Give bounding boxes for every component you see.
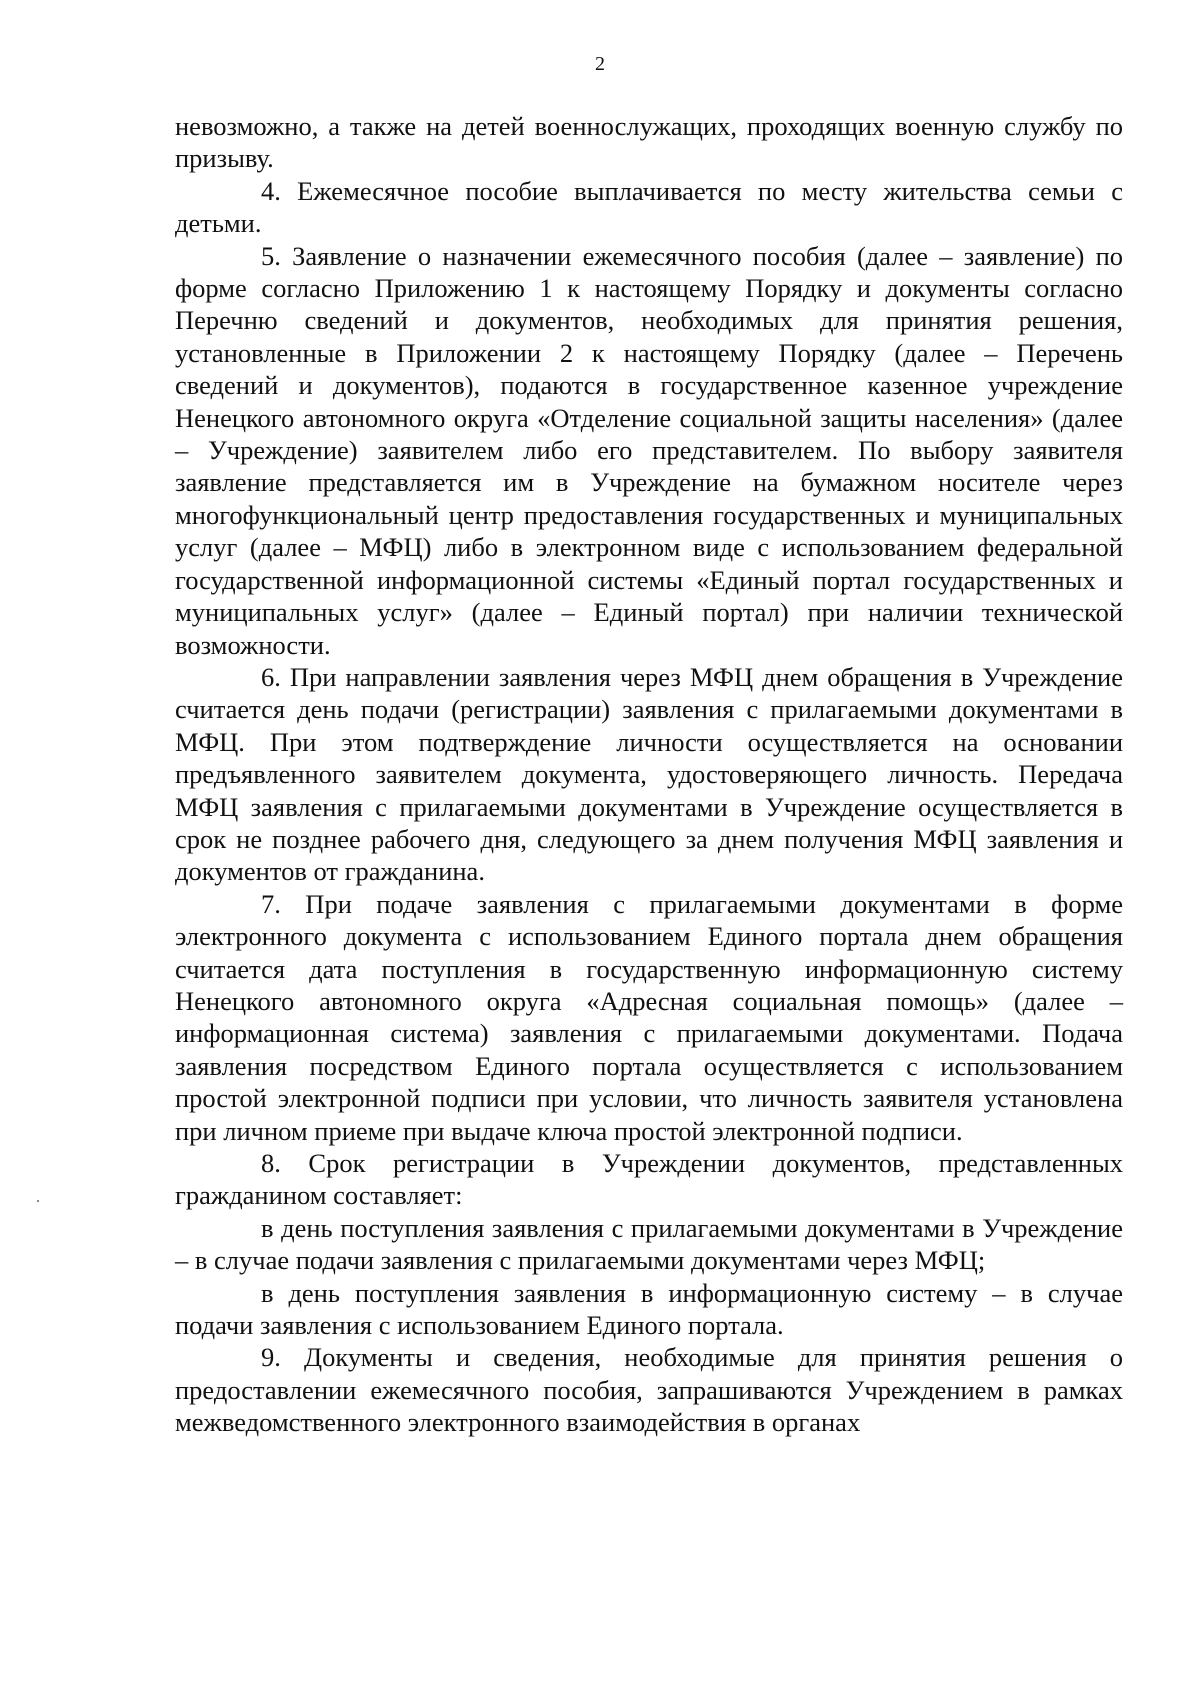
paragraph-item-6: 6. При направлении заявления через МФЦ днем обращения в Учреждение считается день подачи (регистрации) заявления с прилагаемыми документами в МФЦ. При этом подтверждение личности осуществляется на основании предъявленного заявителем документа, удостоверяющего личность. Передача МФЦ заявления с прилагаемыми документами в Учреждение осуществляется в срок не позднее рабочего дня, следующего за днем получения МФЦ заявления и документов от гражданина.: [175, 661, 1123, 887]
paragraph-continuation: невозможно, а также на детей военнослужащих, проходящих военную службу по призыву.: [175, 111, 1123, 174]
scan-speck: [37, 1200, 39, 1202]
paragraph-item-9: 9. Документы и сведения, необходимые для принятия решения о предоставлении ежемесячного пособия, запрашиваются Учреждением в рамках межведомственного электронного взаимодействия в органах: [175, 1342, 1123, 1438]
paragraph-item-8-mfc: в день поступления заявления с прилагаемыми документами в Учреждение – в случае подачи заявления с прилагаемыми документами через МФЦ;: [175, 1212, 1123, 1276]
paragraph-item-8-portal: в день поступления заявления в информационную систему – в случае подачи заявления с использованием Единого портала.: [175, 1277, 1123, 1341]
page-number: 2: [595, 53, 605, 75]
paragraph-item-4: 4. Ежемесячное пособие выплачивается по месту жительства семьи с детьми.: [175, 175, 1123, 239]
paragraph-item-5: 5. Заявление о назначении ежемесячного пособия (далее – заявление) по форме согласно Приложению 1 к настоящему Порядку и документы согласно Перечню сведений и документов, необходимых для принятия решения, установленные в Приложении 2 к настоящему Порядку (далее – Перечень сведений и документов), подаются в государственное казенное учреждение Ненецкого автономного округа «Отделение социальной защиты населения» (далее – Учреждение) заявителем либо его представителем. По выбору заявителя заявление представляется им в Учреждение на бумажном носителе через многофункциональный центр предоставления государственных и муниципальных услуг (далее – МФЦ) либо в электронном виде с использованием федеральной государственной информационной системы «Единый портал государственных и муниципальных услуг» (далее – Единый портал) при наличии технической возможности.: [175, 240, 1123, 660]
paragraph-item-8: 8. Срок регистрации в Учреждении документов, представленных гражданином составляет:: [175, 1148, 1123, 1211]
document-body: [175, 110, 1123, 1439]
paragraph-item-7: 7. При подаче заявления с прилагаемыми документами в форме электронного документа с использованием Единого портала днем обращения считается дата поступления в государственную информационную систему Ненецкого автономного округа «Адресная социальная помощь» (далее – информационная система) заявления с прилагаемыми документами. Подача заявления посредством Единого портала осуществляется с использованием простой электронной подписи при условии, что личность заявителя установлена при личном приеме при выдаче ключа простой электронной подписи.: [175, 888, 1123, 1146]
